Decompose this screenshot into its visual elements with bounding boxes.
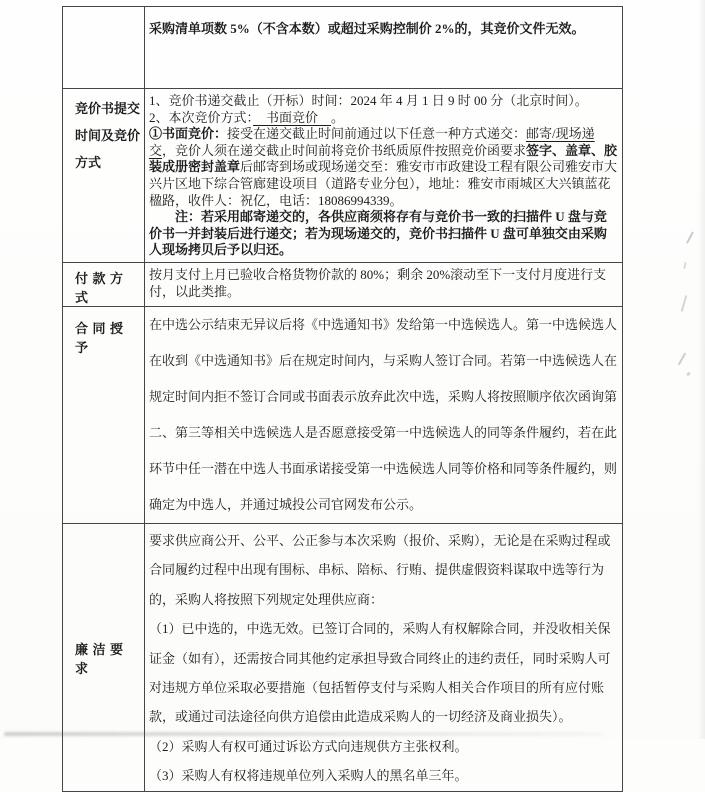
row-label-cell — [63, 263, 145, 307]
table-row — [63, 524, 623, 792]
row-label-line: 竞价书提交 — [75, 101, 141, 116]
row-label-cell — [63, 7, 145, 89]
row-content-cell — [145, 7, 623, 89]
row-label-cell — [63, 524, 145, 792]
paragraph: 注：若采用邮寄递交的，各供应商须将存有与竞价书一致的扫描件 U 盘与竞价书一并封装后进行递交；若为现场递交的，竞价书扫描件 U 盘可单独交由采购人现场拷贝后予以归还。 — [149, 209, 607, 258]
row-label-line: 付款方式 — [75, 271, 128, 305]
table-row — [63, 263, 623, 307]
scan-artifact — [686, 372, 691, 377]
row-label-line: 时间及竞价 — [75, 128, 141, 143]
paragraph: 在中选公示结束无异议后将《中选通知书》发给第一中选候选人。第一中选候选人在收到《中选通知书》后在规定时间内，与采购人签订合同。若第一中选候选人在规定时间内拒不签订合同或书面表示放弃此次中选，采购人将按照顺序依次函询第二、第三等相关中选候选人是否愿意接受第一中选候选人的同等条件履约，若在此环节中任一潜在中选人书面承诺接受第一中选候选人同等价格和同等条件履约，则确定为中选人，并通过城投公司官网发布公示。 — [149, 317, 618, 512]
row-label-line: 廉洁要求 — [75, 641, 128, 676]
row-content-cell — [145, 263, 623, 307]
row-label-line: 方式 — [75, 155, 102, 170]
paragraph: 采购清单项数 5%（不含本数）或超过采购控制价 2%的，其竞价文件无效。 — [149, 21, 585, 36]
procurement-notice-table — [62, 6, 623, 792]
row-content-cell — [145, 524, 623, 792]
scan-artifact — [681, 295, 688, 312]
table-row — [63, 7, 623, 89]
page-edge-shading — [698, 0, 705, 739]
row-label-cell — [63, 307, 145, 524]
table-row — [63, 89, 623, 263]
paragraph: 要求供应商公开、公平、公正参与本次采购（报价、采购），无论是在采购过程或合同履约过程中出现有围标、串标、陪标、行贿、提供虚假资料谋取中选等行为的，采购人将按照下列规定处理供应商： — [149, 533, 611, 607]
paragraph: （2）采购人有权可通过诉讼方式向违规供方主张权利。 — [149, 738, 468, 754]
row-label-line: 合同授予 — [75, 321, 128, 355]
paragraph: 1、竞价书递交截止（开标）时间：2024 年 4 月 1 日 9 时 00 分（北京时间）。 — [149, 93, 588, 108]
table-row — [63, 307, 623, 524]
row-content-cell — [145, 89, 623, 263]
page-bottom-shadow — [4, 732, 604, 736]
paragraph: 按月支付上月已验收合格货物价款的 80%；剩余 20%滚动至下一支付月度进行支付，以此类推。 — [149, 267, 607, 299]
row-label-cell — [63, 89, 145, 263]
row-content-cell — [145, 307, 623, 524]
paragraph: （3）采购人有权将违规单位列入采购人的黑名单三年。 — [149, 768, 468, 784]
paragraph: （1）已中选的，中选无效。已签订合同的，采购人有权解除合同，并没收相关保证金（如有），还需按合同其他约定承担导致合同终止的违约责任，同时采购人可对违规方单位采取必要措施（包括暂停支付与采购人相关合作项目的所有应付账款，或通过司法途径向供方追偿由此造成采购人的一切经济及商业损失）。 — [149, 621, 611, 725]
scan-artifact — [686, 231, 694, 243]
scan-artifact — [683, 262, 686, 269]
paragraph: ①书面竞价：接受在递交截止时间前通过以下任意一种方式递交：邮寄/现场递交，竞价人须在递交截止时间前将竞价书纸质原件按照竞价函要求签字、盖章、胶装成册密封盖章后邮寄到场或现场递交至：雅安市市政建设工程有限公司雅安市大兴片区地下综合管廊建设项目（道路专业分包），地址：雅安市雨城区大兴镇蓝花楹路，收件人：祝亿，电话：18086994339。 — [149, 126, 618, 208]
paragraph: 2、本次竞价方式： 书面竞价 。 — [149, 109, 345, 125]
scan-artifact — [678, 352, 687, 365]
